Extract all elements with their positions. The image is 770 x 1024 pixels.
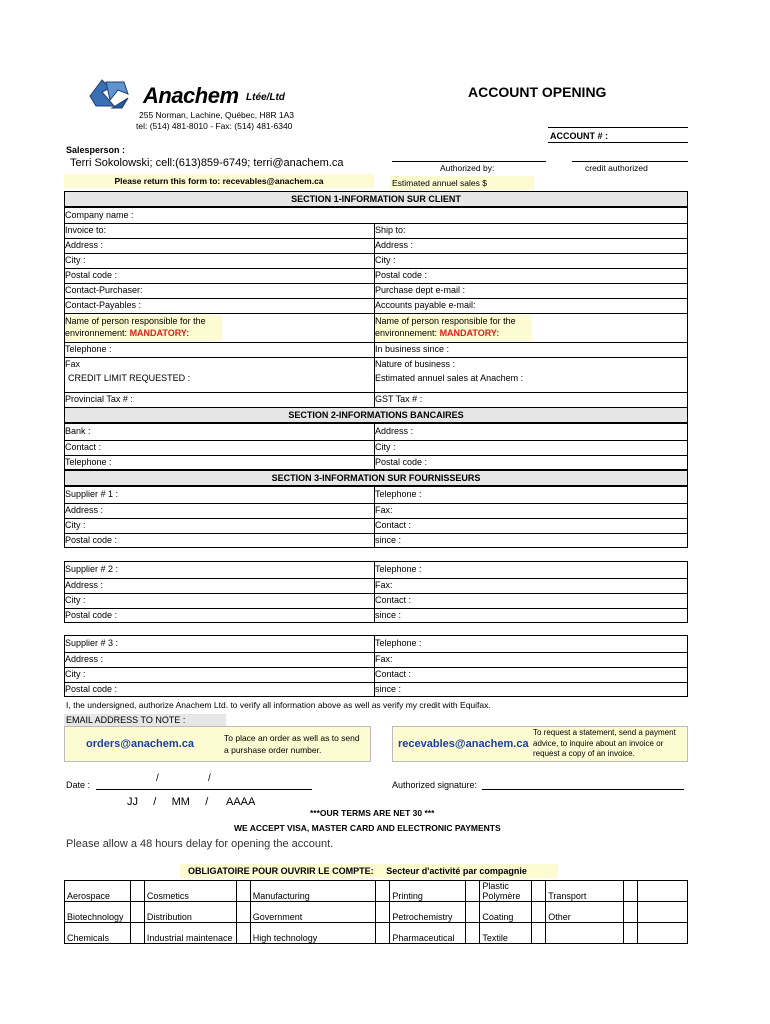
estimated-sales-label: Estimated annuel sales $ [390,176,534,190]
receivables-text-line3: request a copy of an invoice. [533,749,635,758]
signature-input-line[interactable] [482,789,684,790]
supplier-since-label: since : [375,684,402,694]
ship-postal-code-label: Postal code : [375,270,428,280]
company-name-field[interactable] [64,209,688,224]
nature-label: Nature of business : [375,359,456,369]
supplier-since-label: since : [375,610,402,620]
supplier-address-label: Address : [65,505,104,515]
sector-checkbox[interactable] [376,923,390,944]
authorized-by-label: Authorized by: [440,163,495,173]
form-row[interactable] [64,298,688,313]
form-row[interactable] [64,283,688,298]
form-row[interactable] [64,253,688,268]
receivables-text-line1: To request a statement, send a payment [533,728,676,737]
sector-label: Pharmaceutical [390,923,466,944]
orders-text-line1: To place an order as well as to send [224,733,360,743]
purchase-email-label: Purchase dept e-mail : [375,285,466,295]
sector-label: Distribution [144,902,236,923]
sector-checkbox[interactable] [638,881,688,902]
company-phones: tel: (514) 481-8010 - Fax: (514) 481-6340 [136,121,293,131]
form-row[interactable] [64,503,688,518]
email-note-label: EMAIL ADDRESS TO NOTE : [64,714,226,726]
form-row[interactable] [64,440,688,455]
supplier-label: Supplier # 1 : [65,489,119,499]
env-label-line1: Name of person responsible for the [375,316,516,326]
form-row[interactable] [64,342,688,357]
sector-checkbox[interactable] [638,923,688,944]
salesperson-info: Terri Sokolowski; cell:(613)859-6749; terri@anachem.ca [70,157,344,169]
secteur-label: Secteur d'activité par compagnie [386,866,527,876]
supplier-address-label: Address : [65,654,104,664]
supplier-fax-label: Fax: [375,654,393,664]
supplier-label: Supplier # 3 : [65,638,119,648]
address-label: Address : [65,240,104,250]
form-row[interactable] [64,268,688,283]
form-row[interactable] [64,488,688,503]
supplier-fax-label: Fax: [375,580,393,590]
receivables-text-line2: advice, to inquire about an invoice or [533,738,664,748]
sector-header [180,864,558,878]
bank-address-label: Address : [375,426,414,436]
sector-label: Government [250,902,376,923]
sector-checkbox[interactable] [466,902,480,923]
supplier-fax-label: Fax: [375,505,393,515]
receivables-email-description [533,728,676,760]
sector-label: Petrochemistry [390,902,466,923]
sector-label [546,923,624,944]
authorize-statement: I, the undersigned, authorize Anachem Ltd. to verify all information above as well as verify my credit with Equifax. [66,700,491,710]
sector-checkbox[interactable] [236,902,250,923]
credit-authorized-label: credit authorized [585,163,648,173]
sector-label: Cosmetics [144,881,236,902]
sector-label: Transport [546,881,624,902]
orders-email-link[interactable]: orders@anachem.ca [86,738,194,750]
form-row[interactable] [64,223,688,238]
sector-label: Industrial maintenace [144,923,236,944]
form-row[interactable] [64,357,688,392]
form-title: ACCOUNT OPENING [468,84,607,100]
salesperson-label: Salesperson : [66,145,126,155]
sector-checkbox[interactable] [638,902,688,923]
sector-checkbox[interactable] [624,923,638,944]
supplier-since-label: since : [375,535,402,545]
supplier-postal-code-label: Postal code : [65,535,118,545]
supplier-address-label: Address : [65,580,104,590]
sector-checkbox[interactable] [466,923,480,944]
orders-text-line2: a purshase order number. [224,745,322,755]
env-label-line2: environnement: [375,328,438,338]
sector-table [64,880,688,944]
sector-label: Other [546,902,624,923]
sector-checkbox[interactable] [130,923,144,944]
form-row[interactable] [64,455,688,470]
city-label: City : [65,255,86,265]
form-row[interactable] [64,238,688,253]
environment-contact-right[interactable] [375,315,532,341]
sector-checkbox[interactable] [376,902,390,923]
supplier-telephone-label: Telephone : [375,638,422,648]
environment-contact-left[interactable] [65,315,222,341]
payables-email-label: Accounts payable e-mail: [375,300,476,310]
terms-notice: ***OUR TERMS ARE NET 30 *** [310,808,435,818]
form-row[interactable] [64,652,688,667]
company-address: 255 Norman, Lachine, Québec, H8R 1A3 [139,110,294,120]
supplier-city-label: City : [65,595,86,605]
date-format-hint: JJ / MM / AAAA [127,796,256,808]
sector-row [65,923,688,944]
bank-telephone-label: Telephone : [65,457,112,467]
supplier-contact-label: Contact : [375,520,412,530]
orders-email-description [224,732,360,756]
company-name: Anachem [143,83,239,108]
anachem-logo-icon [88,78,130,110]
supplier-telephone-label: Telephone : [375,489,422,499]
form-row[interactable] [64,593,688,608]
mandatory-label: MANDATORY: [129,328,190,338]
env-label-line2: environnement: [65,328,128,338]
bank-city-label: City : [375,442,396,452]
sector-checkbox[interactable] [624,902,638,923]
estimated-sales-anachem-label: Estimated annuel sales at Anachem : [375,373,524,383]
sector-checkbox[interactable] [532,881,546,902]
form-row[interactable] [64,518,688,533]
bank-postal-code-label: Postal code : [375,457,428,467]
signature-label: Authorized signature: [392,780,478,790]
form-row[interactable] [64,533,688,548]
sector-checkbox[interactable] [624,881,638,902]
sector-checkbox[interactable] [376,881,390,902]
credit-limit-label: CREDIT LIMIT REQUESTED : [68,373,191,383]
sector-label: Plastic Polymère [480,881,532,902]
sector-checkbox[interactable] [236,881,250,902]
contact-purchaser-label: Contact-Purchaser: [65,285,143,295]
obligatoire-label: OBLIGATOIRE POUR OUVRIR LE COMPTE: [188,866,374,876]
contact-payables-label: Contact-Payables : [65,300,142,310]
sector-checkbox[interactable] [532,902,546,923]
sector-label: Manufacturing [250,881,376,902]
date-input-line[interactable] [96,789,312,790]
supplier-label: Supplier # 2 : [65,564,119,574]
form-row[interactable] [64,667,688,682]
form-row[interactable] [64,392,688,407]
gst-tax-label: GST Tax # : [375,394,423,404]
sector-checkbox[interactable] [532,923,546,944]
telephone-label: Telephone : [65,344,112,354]
sector-label: Coating [480,902,532,923]
provincial-tax-label: Provincial Tax # : [65,394,133,404]
form-row[interactable] [64,425,688,440]
payments-notice: WE ACCEPT VISA, MASTER CARD AND ELECTRONIC PAYMENTS [234,823,501,833]
env-label-line1: Name of person responsible for the [65,316,206,326]
sector-row [65,902,688,923]
form-row[interactable] [64,637,688,652]
invoice-to-label: Invoice to: [65,225,107,235]
supplier-contact-label: Contact : [375,669,412,679]
company-suffix: Ltée/Ltd [246,92,285,103]
supplier-telephone-label: Telephone : [375,564,422,574]
ship-city-label: City : [375,255,396,265]
form-row[interactable] [64,608,688,623]
sector-label: Biotechnology [65,902,131,923]
date-slash: / [208,773,211,784]
supplier-postal-code-label: Postal code : [65,684,118,694]
supplier-city-label: City : [65,520,86,530]
sector-row [65,881,688,902]
supplier-postal-code-label: Postal code : [65,610,118,620]
delay-notice: Please allow a 48 hours delay for opening the account. [66,838,334,850]
section-2-title: SECTION 2-INFORMATIONS BANCAIRES [64,407,688,423]
date-slash: / [156,773,159,784]
date-label: Date : [66,780,91,790]
fax-label: Fax [65,359,81,369]
sector-checkbox[interactable] [466,881,480,902]
sector-label: High technology [250,923,376,944]
sector-label: Aerospace [65,881,131,902]
form-row[interactable] [64,682,688,697]
form-row[interactable] [64,578,688,593]
supplier-city-label: City : [65,669,86,679]
ship-address-label: Address : [375,240,414,250]
postal-code-label: Postal code : [65,270,118,280]
ship-to-label: Ship to: [375,225,406,235]
bank-contact-label: Contact : [65,442,102,452]
mandatory-label: MANDATORY: [439,328,500,338]
sector-label: Chemicals [65,923,131,944]
section-1-title: SECTION 1-INFORMATION SUR CLIENT [64,191,688,207]
sector-checkbox[interactable] [130,881,144,902]
sector-label: Textile [480,923,532,944]
in-business-label: In business since : [375,344,450,354]
sector-checkbox[interactable] [130,902,144,923]
bank-label: Bank : [65,426,91,436]
supplier-contact-label: Contact : [375,595,412,605]
account-number-label: ACCOUNT # : [550,131,608,141]
receivables-email-link[interactable]: recevables@anachem.ca [398,738,529,750]
sector-checkbox[interactable] [236,923,250,944]
form-row[interactable] [64,563,688,578]
section-3-title: SECTION 3-INFORMATION SUR FOURNISSEURS [64,470,688,486]
company-name-label: Company name : [65,210,134,220]
sector-label: Printing [390,881,466,902]
return-note: Please return this form to: recevables@anachem.ca [64,174,374,188]
